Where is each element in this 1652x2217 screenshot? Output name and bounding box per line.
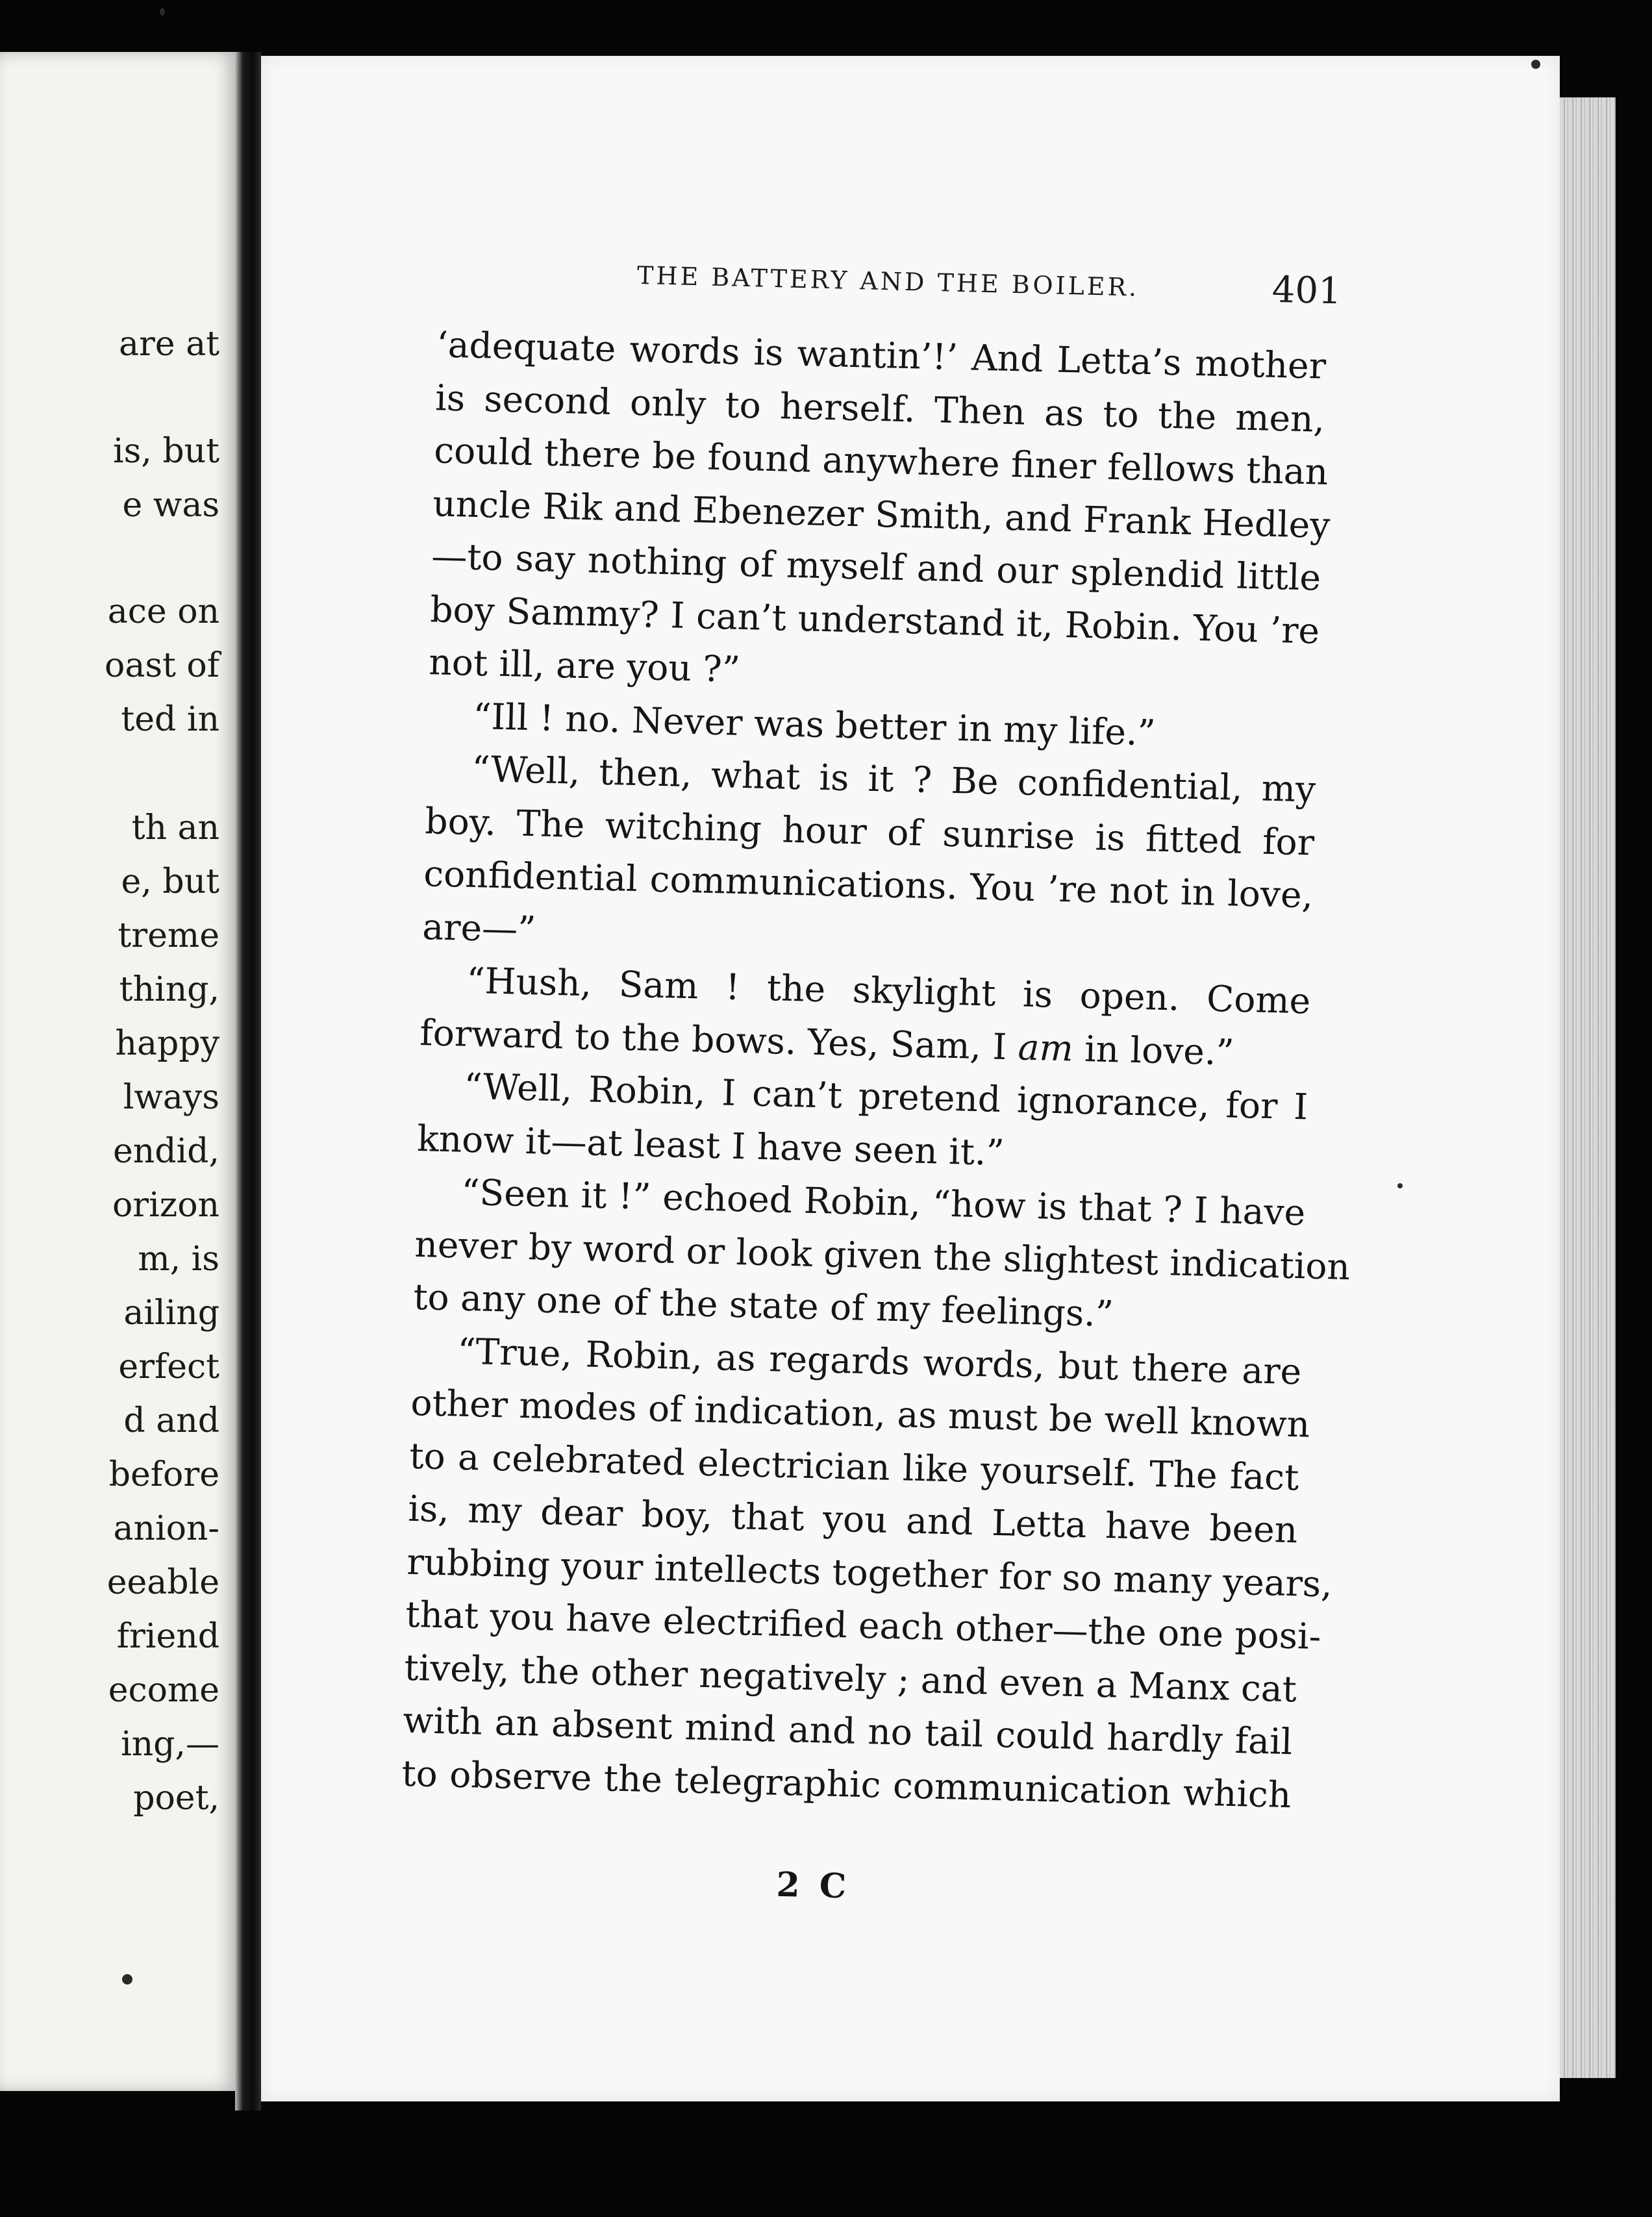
left-page-fragment: are at (118, 325, 219, 364)
page-number: 401 (1271, 268, 1342, 313)
left-page-fragment: thing, (119, 970, 219, 1009)
text-line: to observe the telegraphic communication which (401, 1752, 1292, 1816)
left-page-fragment: e was (122, 486, 219, 525)
left-page-fragment: before (108, 1455, 219, 1494)
text-line: “Well, then, what is it ? Be confidential, my (471, 747, 1316, 810)
left-page-fragment: endid, (113, 1132, 219, 1171)
signature-mark: 2 C (775, 1864, 851, 1907)
text-line: “True, Robin, as regards words, but there are (457, 1330, 1302, 1392)
text-line: could there be found anywhere finer fellows than (433, 429, 1329, 493)
left-page-fragment: m, is (138, 1240, 219, 1279)
body-text (401, 318, 1351, 1822)
text-line: —to say nothing of myself and our splendid little (431, 535, 1321, 599)
left-page-fragment: ace on (107, 592, 219, 631)
text-line: “Seen it !” echoed Robin, “how is that ? I have (460, 1171, 1306, 1234)
text-line: “Ill ! no. Never was better in my life.” (472, 695, 1157, 754)
text-line: is, my dear boy, that you and Letta have been (407, 1487, 1298, 1551)
left-page-fragment: happy (115, 1024, 219, 1063)
text-line: rubbing your intellects together for so many years, (406, 1540, 1333, 1605)
left-page-fragment: lways (123, 1078, 219, 1117)
left-page-fragment: anion- (113, 1509, 219, 1548)
text-line: is second only to herself. Then as to the men, (434, 376, 1325, 440)
text-line: uncle Rik and Ebenezer Smith, and Frank Hedley (432, 482, 1331, 546)
dust-speck (1531, 60, 1540, 69)
left-page-fragment: ted in (121, 700, 219, 739)
text-line: to any one of the state of my feelings.” (412, 1275, 1114, 1335)
left-page-fragment: ecome (108, 1671, 219, 1710)
text-line: tively, the other negatively ; and even a Manx cat (403, 1646, 1297, 1710)
text-line: are—” (421, 905, 536, 950)
text-line: that you have electrified each other—the one posi- (405, 1593, 1322, 1658)
text-line: not ill, are you ?” (428, 641, 741, 690)
text-line: “Well, Robin, I can’t pretend ignorance, for I (463, 1065, 1308, 1128)
left-page-fragment: d and (123, 1401, 219, 1440)
left-page-fragment: ailing (123, 1294, 219, 1333)
left-page-fragment: friend (116, 1617, 219, 1656)
text-line: other modes of indication, as must be well known (410, 1381, 1310, 1446)
dust-speck (1397, 1183, 1403, 1188)
left-page-fragment: orizon (112, 1186, 219, 1225)
text-line: to a celebrated electrician like yourself. The fact (408, 1434, 1299, 1498)
left-page-fragment: ing,— (121, 1725, 219, 1764)
text-line: with an absent mind and no tail could hardly fail (402, 1699, 1293, 1763)
left-page-fragment: poet, (133, 1779, 219, 1818)
text-line: boy. The witching hour of sunrise is fitted for (424, 799, 1315, 864)
dust-speck (122, 1974, 132, 1985)
left-page-fragment: oast of (105, 646, 219, 685)
text-line: confidential communications. You ’re not in love, (423, 853, 1314, 916)
left-page-fragment: treme (118, 916, 219, 955)
text-line: ‘adequate words is wantin’!’ And Letta’s mother (436, 323, 1327, 387)
left-page-fragment: erfect (118, 1347, 219, 1386)
text-line: never by word or look given the slightest indication (414, 1223, 1351, 1288)
text-line: know it—at least I have seen it.” (416, 1117, 1005, 1173)
left-page-fragment: is, but (112, 432, 219, 471)
left-page-fragment: th an (131, 808, 219, 847)
left-page-fragment: e, but (121, 862, 219, 901)
text-line: forward to the bows. Yes, Sam, I am in love.” (419, 1011, 1235, 1073)
running-head: THE BATTERY AND THE BOILER. (636, 260, 1140, 302)
text-line: “Hush, Sam ! the skylight is open. Come (466, 959, 1311, 1022)
text-line: boy Sammy? I can’t understand it, Robin. You ’re (429, 588, 1320, 652)
left-page-fragment: eeable (106, 1563, 219, 1602)
dust-speck (160, 8, 165, 16)
